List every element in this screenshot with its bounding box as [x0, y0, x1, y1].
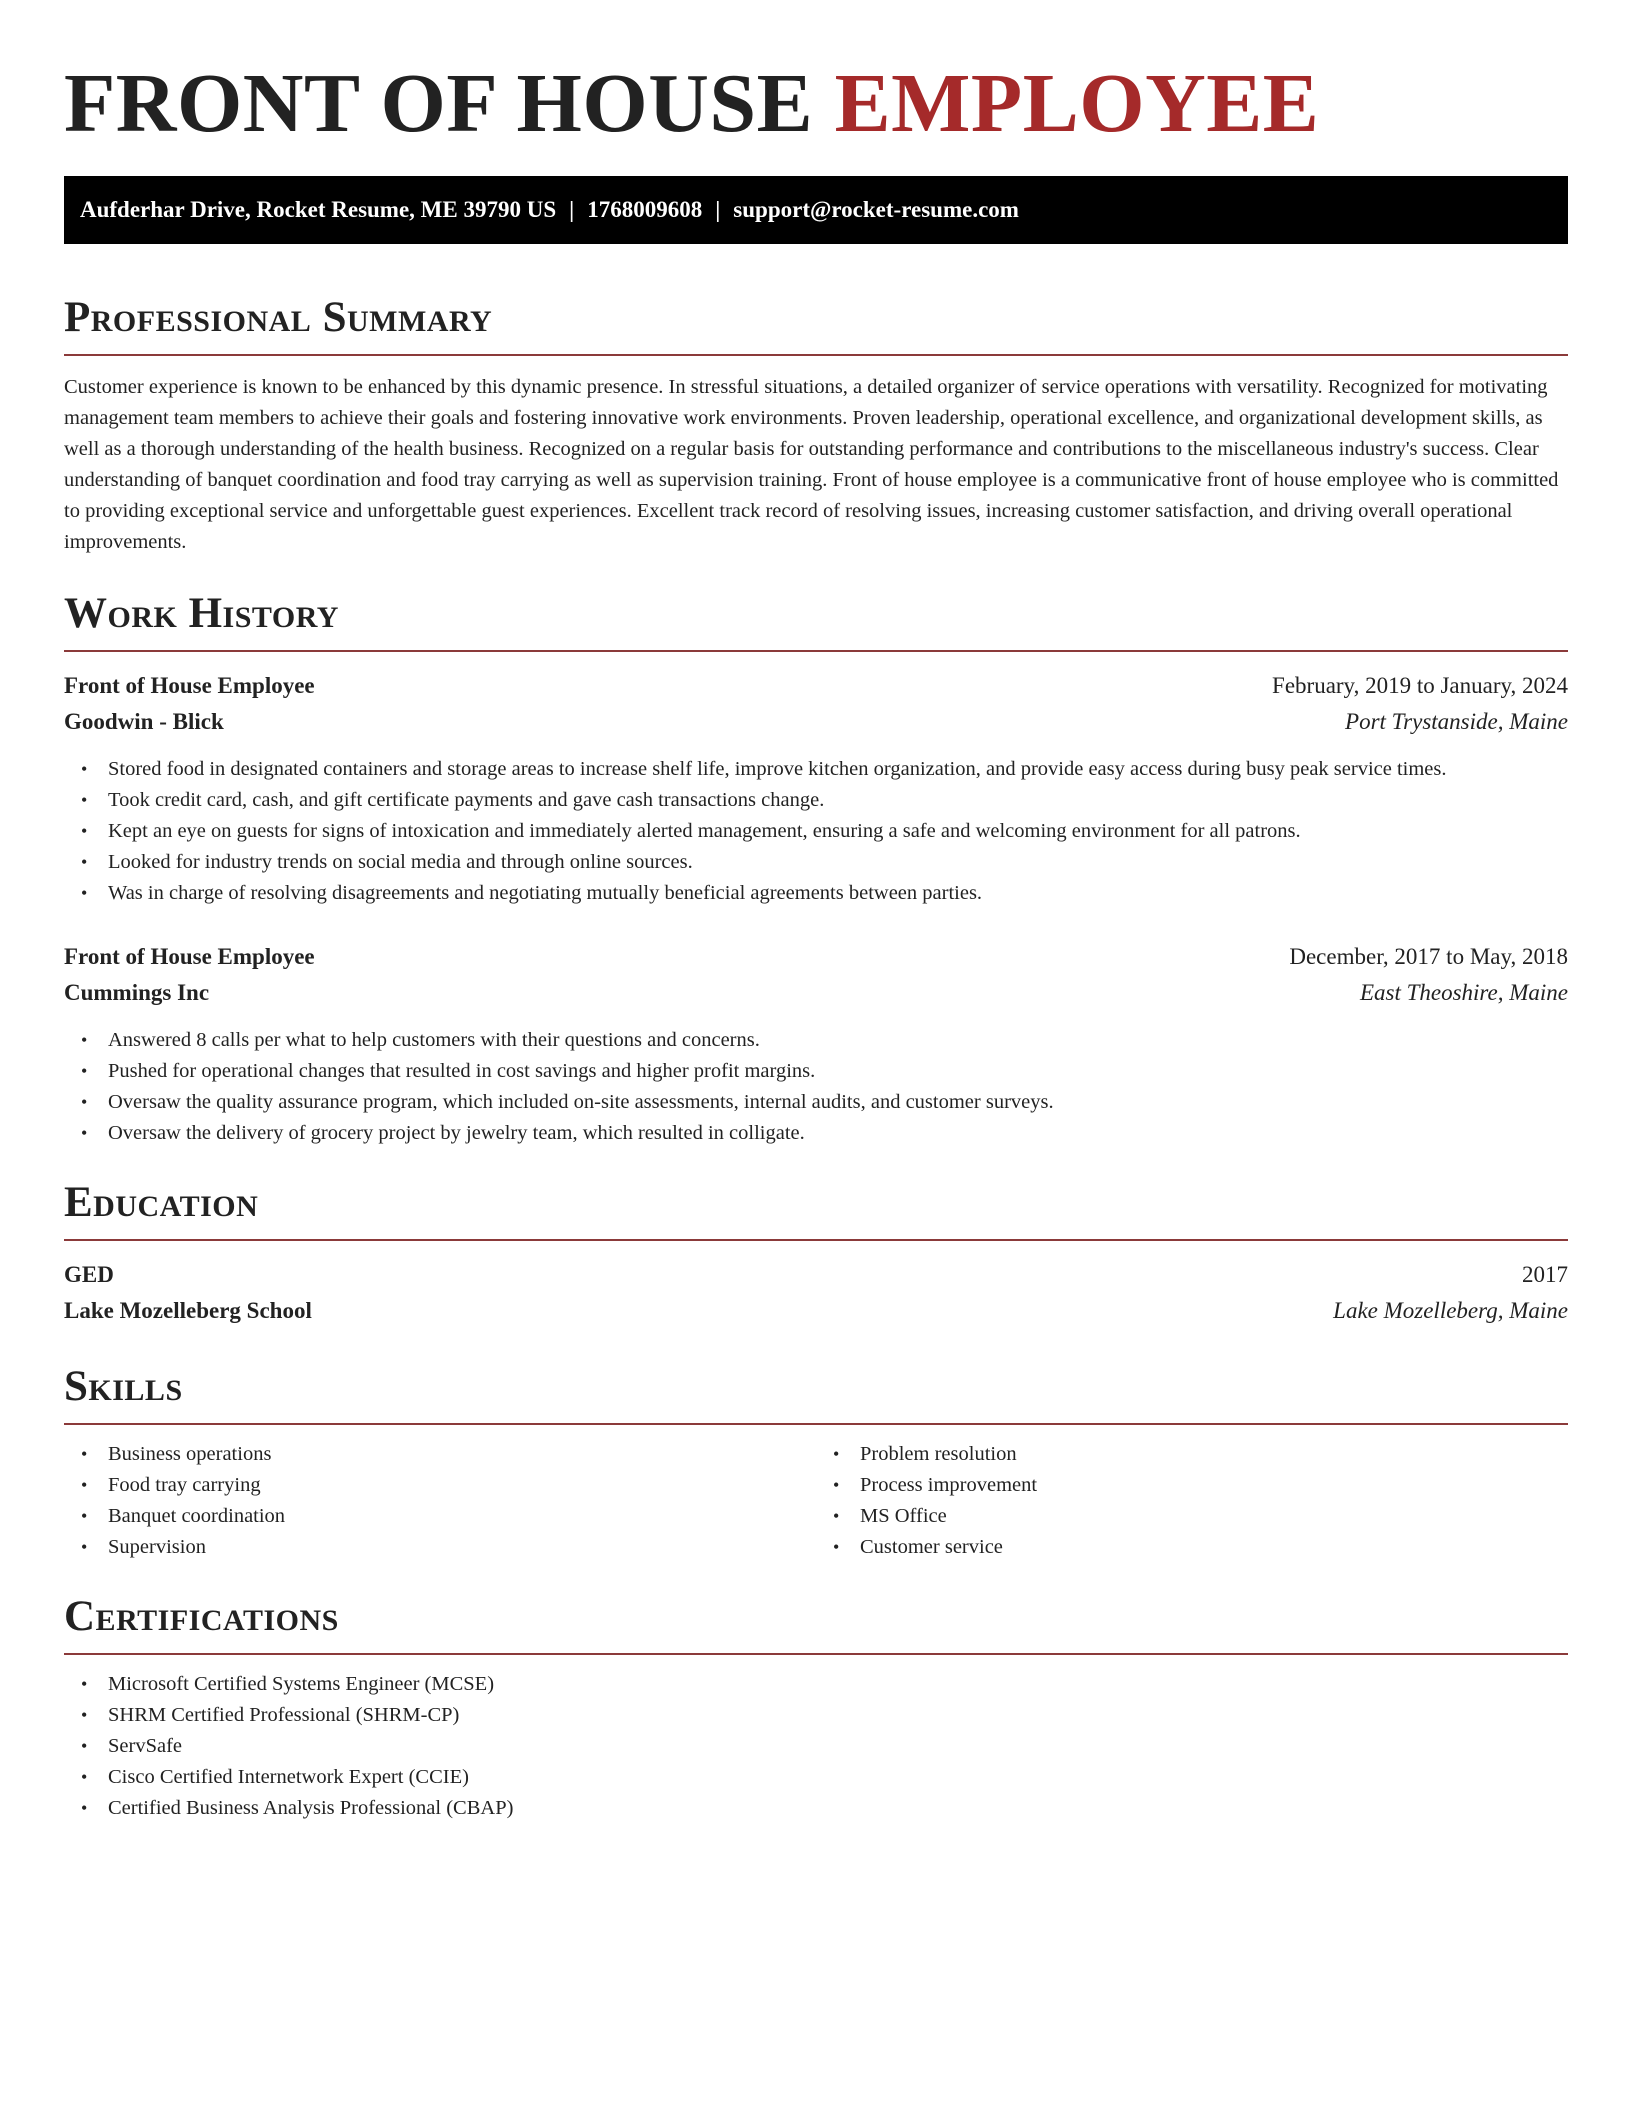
education-location: Lake Mozelleberg, Maine — [1333, 1298, 1568, 1323]
section-heading-work-history: Work History — [64, 590, 339, 637]
job-dates: February, 2019 to January, 2024 — [1272, 673, 1568, 698]
contact-email[interactable]: support@rocket-resume.com — [733, 197, 1019, 222]
section-heading-education: Education — [64, 1179, 259, 1226]
list-item-text: Oversaw the delivery of grocery project by jewelry team, which resulted in colligate. — [108, 1122, 805, 1144]
contact-bar — [64, 176, 1568, 244]
bullet-icon: • — [81, 1705, 88, 1725]
certifications-section — [64, 1589, 1568, 1824]
title-accent: EMPLOYEE — [834, 57, 1320, 150]
job-title-row — [64, 939, 1568, 975]
skills-column-right — [816, 1439, 1568, 1563]
job-title: Front of House Employee — [64, 673, 315, 698]
education-degree-row — [64, 1257, 1568, 1293]
section-heading-skills: Skills — [64, 1363, 183, 1410]
list-item — [81, 1731, 1568, 1762]
skills-column-left — [64, 1439, 816, 1563]
bullet-icon: • — [81, 821, 88, 841]
skill-text: Food tray carrying — [108, 1474, 261, 1496]
list-item — [81, 754, 1568, 785]
certification-text: SHRM Certified Professional (SHRM-CP) — [108, 1704, 460, 1726]
bullet-icon: • — [833, 1506, 840, 1526]
bullet-icon: • — [81, 1061, 88, 1081]
section-divider — [64, 1653, 1568, 1655]
education-year: 2017 — [1522, 1262, 1568, 1287]
contact-phone[interactable]: 1768009608 — [587, 197, 703, 222]
list-item-text: Oversaw the quality assurance program, which included on-site assessments, internal audits, and customer surveys. — [108, 1091, 1054, 1113]
section-divider — [64, 650, 1568, 652]
job-company: Goodwin - Blick — [64, 709, 224, 734]
education-school-row — [64, 1293, 1568, 1329]
job-entry — [64, 668, 1568, 909]
bullet-icon: • — [81, 1537, 88, 1557]
section-heading-summary: Professional Summary — [64, 294, 493, 341]
list-item-text: Was in charge of resolving disagreements and negotiating mutually beneficial agreements between parties. — [108, 882, 983, 904]
job-company-row — [64, 704, 1568, 740]
list-item-text: Kept an eye on guests for signs of intoxication and immediately alerted management, ensuring a safe and welcoming environment for all patrons. — [108, 820, 1301, 842]
list-item — [81, 1762, 1568, 1793]
list-item-text: Answered 8 calls per what to help customers with their questions and concerns. — [108, 1029, 760, 1051]
skill-text: Customer service — [860, 1536, 1003, 1558]
list-item-text: Took credit card, cash, and gift certificate payments and gave cash transactions change. — [108, 789, 825, 811]
education-section — [64, 1175, 1568, 1329]
list-item — [81, 1118, 1568, 1149]
bullet-icon: • — [81, 883, 88, 903]
title-primary: FRONT OF HOUSE — [64, 57, 814, 150]
bullet-icon: • — [833, 1475, 840, 1495]
section-divider — [64, 354, 1568, 356]
list-item-text: Pushed for operational changes that resulted in cost savings and higher profit margins. — [108, 1060, 816, 1082]
bullet-icon: • — [81, 1475, 88, 1495]
resume-title — [64, 0, 1568, 154]
list-item — [81, 847, 1568, 878]
list-item — [81, 1532, 816, 1563]
certification-text: Certified Business Analysis Professional (CBAP) — [108, 1797, 514, 1819]
list-item-text: Looked for industry trends on social media and through online sources. — [108, 851, 693, 873]
list-item — [81, 1439, 816, 1470]
bullet-icon: • — [833, 1444, 840, 1464]
list-item — [81, 1087, 1568, 1118]
certification-text: Microsoft Certified Systems Engineer (MCSE) — [108, 1673, 495, 1695]
contact-address: Aufderhar Drive, Rocket Resume, ME 39790 US — [80, 197, 557, 222]
education-degree: GED — [64, 1262, 114, 1287]
skills-section — [64, 1359, 1568, 1563]
skills-grid — [64, 1439, 1568, 1563]
section-divider — [64, 1423, 1568, 1425]
list-item — [81, 1025, 1568, 1056]
list-item — [81, 1470, 816, 1501]
list-item — [81, 1056, 1568, 1087]
bullet-icon: • — [81, 852, 88, 872]
job-location: Port Trystanside, Maine — [1345, 709, 1568, 734]
skills-list — [816, 1439, 1568, 1563]
bullet-icon: • — [81, 759, 88, 779]
job-title: Front of House Employee — [64, 944, 315, 969]
bullet-icon: • — [81, 1123, 88, 1143]
list-item — [81, 1669, 1568, 1700]
skill-text: Problem resolution — [860, 1443, 1017, 1465]
list-item — [833, 1501, 1568, 1532]
list-item — [81, 1501, 816, 1532]
bullet-icon: • — [81, 1444, 88, 1464]
list-item — [81, 878, 1568, 909]
contact-separator: | — [715, 197, 721, 222]
list-item — [81, 785, 1568, 816]
section-divider — [64, 1239, 1568, 1241]
job-dates: December, 2017 to May, 2018 — [1289, 944, 1568, 969]
list-item — [833, 1532, 1568, 1563]
bullet-icon: • — [81, 1798, 88, 1818]
job-bullets — [64, 1025, 1568, 1149]
job-location: East Theoshire, Maine — [1359, 980, 1568, 1005]
summary-text: Customer experience is known to be enhanced by this dynamic presence. In stressful situations, a detailed organizer of service operations with versatility. Recognized for motivating management team members to achieve their goals and fostering innovative work environments. Proven leadership, operational excellence, and organizational development skills, as well as a thorough understanding of the health business. Recognized on a regular basis for outstanding performance and contributions to the miscellaneous industry's success. Clear understanding of banquet coordination and food tray carrying as well as supervision training. Front of house employee is a communicative front of house employee who is committed to providing exceptional service and unforgettable guest experiences. Excellent track record of resolving issues, increasing customer satisfaction, and driving overall operational improvements. — [64, 376, 1559, 553]
certification-text: ServSafe — [108, 1735, 183, 1757]
skill-text: Process improvement — [860, 1474, 1038, 1496]
bullet-icon: • — [81, 1506, 88, 1526]
skill-text: Banquet coordination — [108, 1505, 286, 1527]
work-history-section — [64, 586, 1568, 1149]
bullet-icon: • — [81, 1736, 88, 1756]
list-item — [81, 1700, 1568, 1731]
list-item-text: Stored food in designated containers and storage areas to increase shelf life, improve kitchen organization, and provide easy access during busy peak service times. — [108, 758, 1447, 780]
list-item — [81, 816, 1568, 847]
section-heading-certifications: Certifications — [64, 1593, 339, 1640]
education-school: Lake Mozelleberg School — [64, 1298, 312, 1323]
list-item — [81, 1793, 1568, 1824]
bullet-icon: • — [81, 1092, 88, 1112]
education-entry — [64, 1257, 1568, 1329]
job-entry — [64, 939, 1568, 1149]
job-title-row — [64, 668, 1568, 704]
bullet-icon: • — [81, 1767, 88, 1787]
bullet-icon: • — [833, 1537, 840, 1557]
bullet-icon: • — [81, 790, 88, 810]
contact-separator: | — [569, 197, 575, 222]
certifications-list — [64, 1669, 1568, 1824]
skill-text: Supervision — [108, 1536, 206, 1558]
job-company-row — [64, 975, 1568, 1011]
bullet-icon: • — [81, 1030, 88, 1050]
skill-text: Business operations — [108, 1443, 272, 1465]
job-company: Cummings Inc — [64, 980, 210, 1005]
list-item — [833, 1470, 1568, 1501]
job-bullets — [64, 754, 1568, 909]
list-item — [833, 1439, 1568, 1470]
bullet-icon: • — [81, 1674, 88, 1694]
skills-list — [64, 1439, 816, 1563]
skill-text: MS Office — [860, 1505, 947, 1527]
certification-text: Cisco Certified Internetwork Expert (CCIE) — [108, 1766, 469, 1788]
summary-section — [64, 290, 1568, 558]
